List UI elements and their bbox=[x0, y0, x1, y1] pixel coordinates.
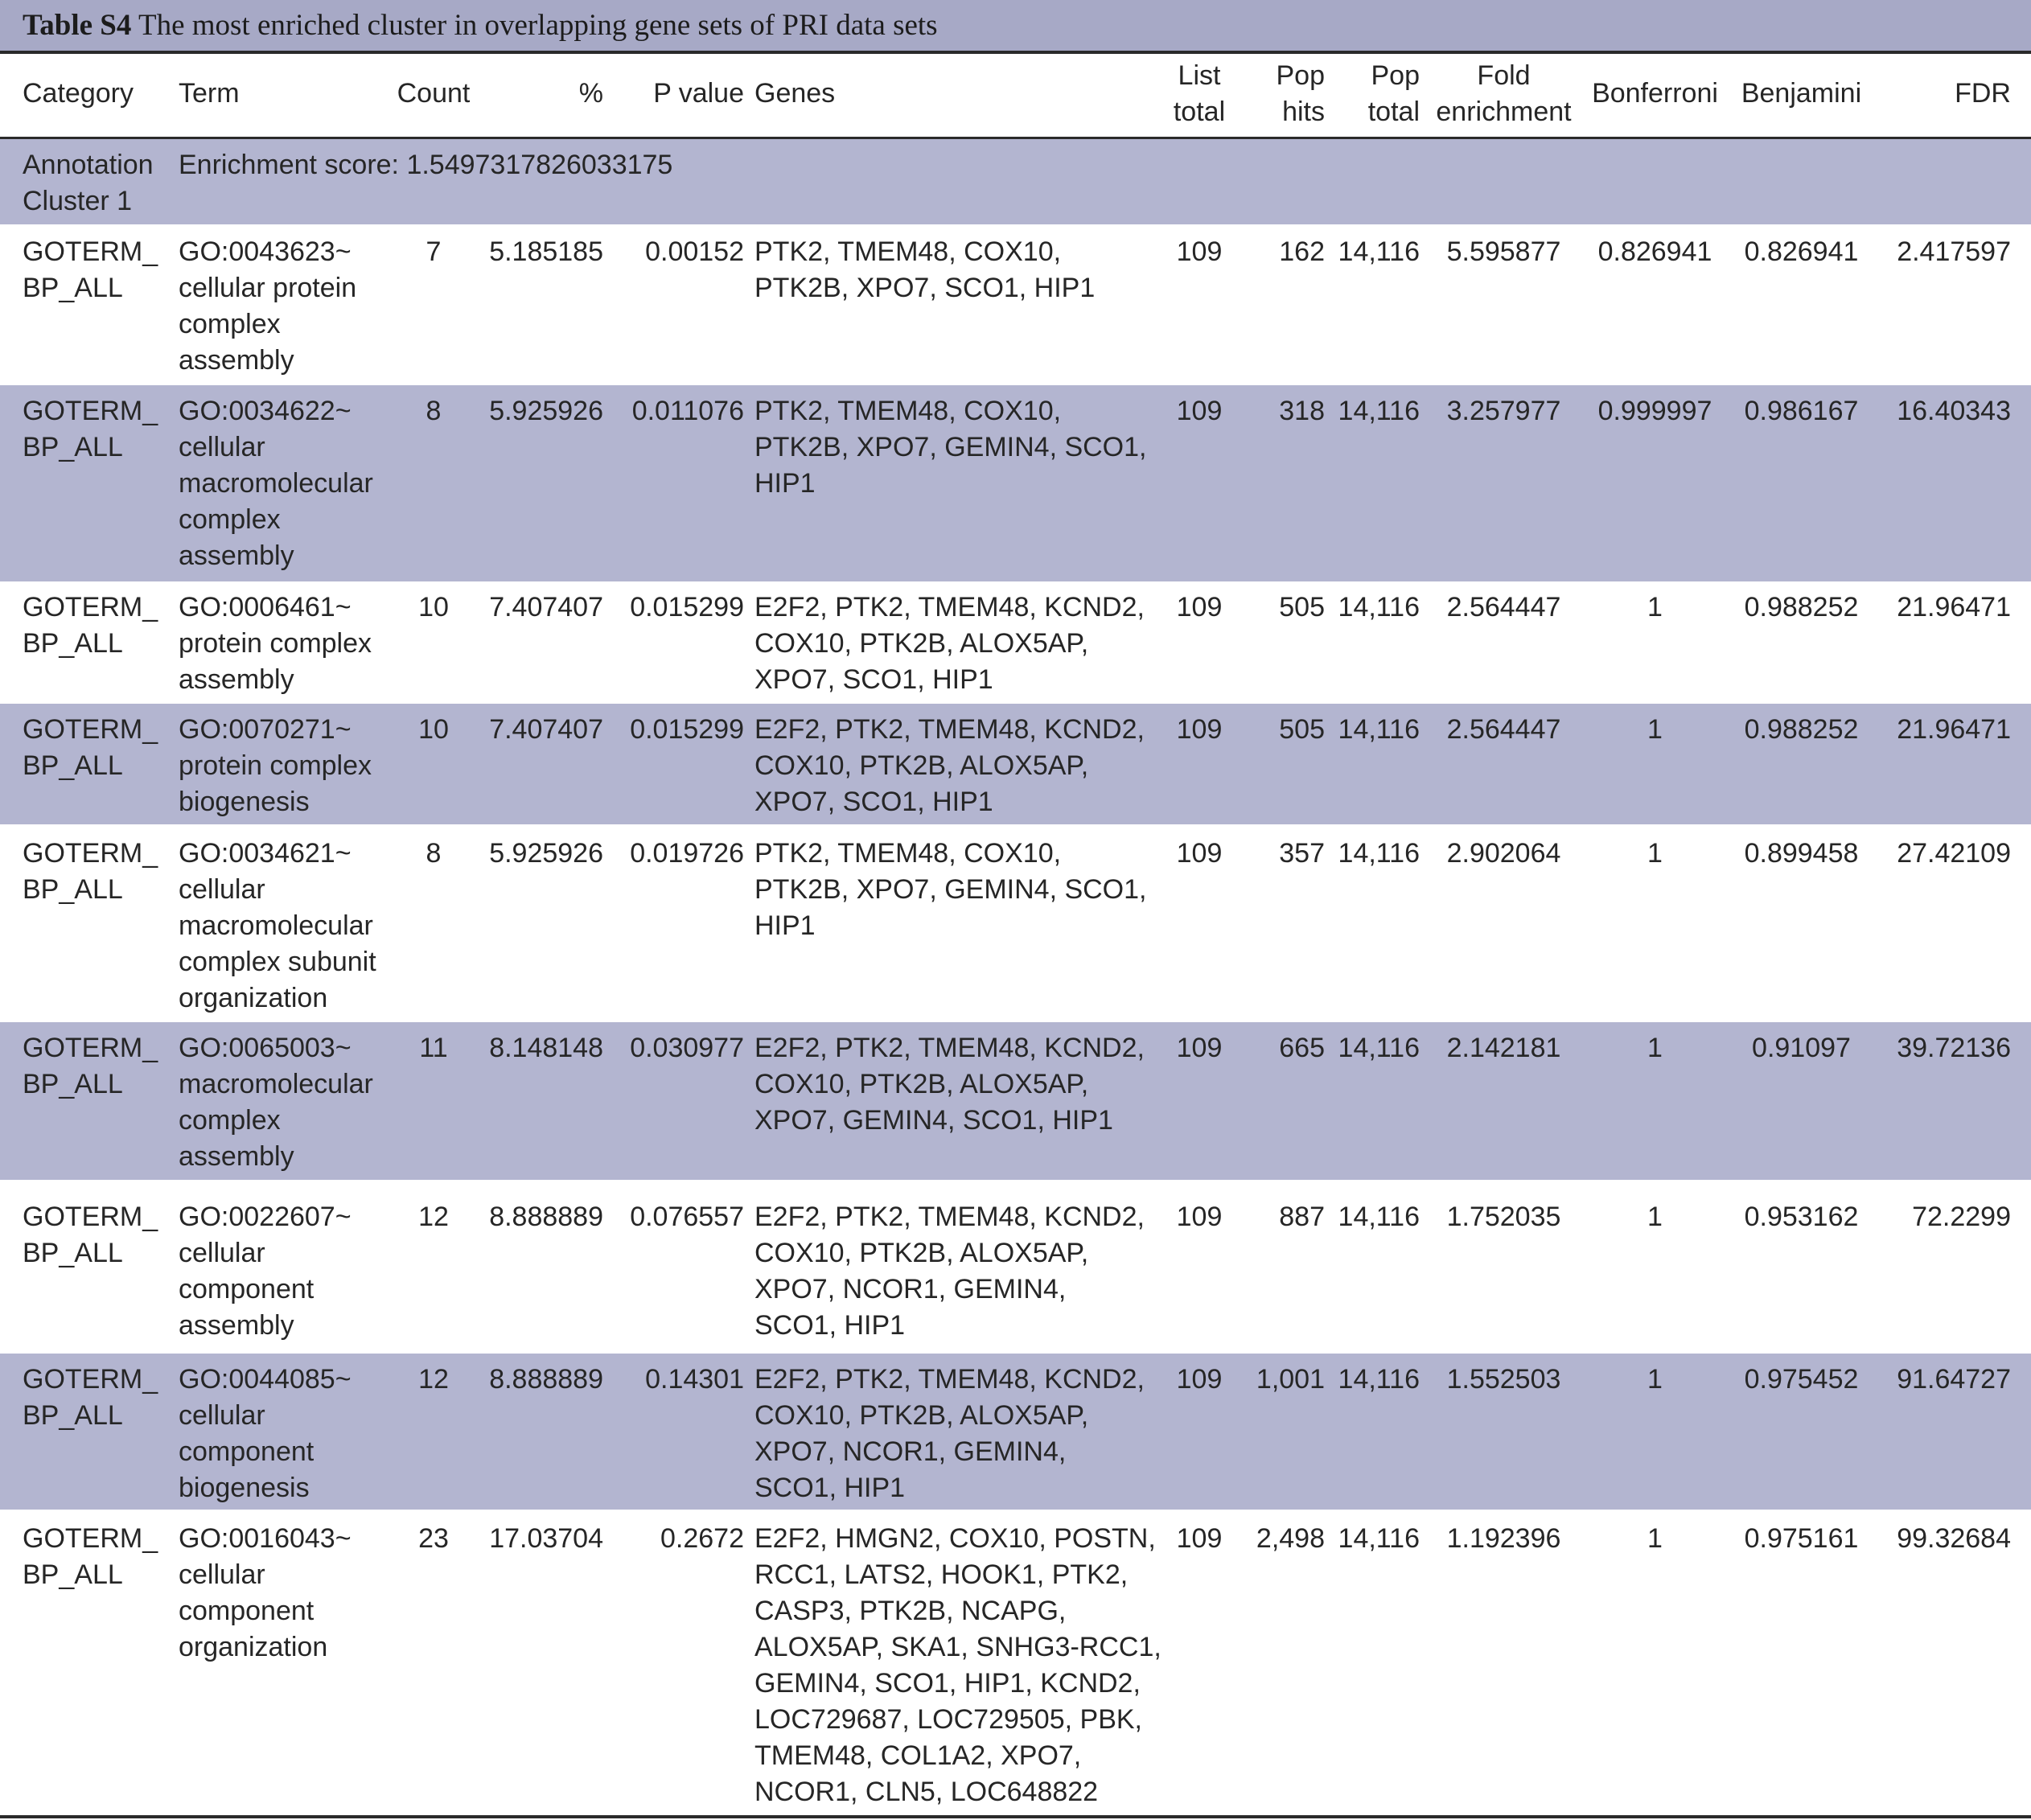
cell-list-total: 109 bbox=[1176, 838, 1223, 869]
header-count: Count bbox=[397, 78, 471, 109]
cell-term: GO:0022607~ cellular component assembly bbox=[179, 1202, 352, 1341]
cell-genes: E2F2, PTK2, TMEM48, KCND2, COX10, PTK2B, ALOX5AP, XPO7, GEMIN4, SCO1, HIP1 bbox=[754, 1033, 1145, 1136]
header-list-total: List total bbox=[1173, 60, 1226, 127]
cell-genes: E2F2, HMGN2, COX10, POSTN, RCC1, LATS2, HOOK1, PTK2, CASP3, PTK2B, NCAPG, ALOX5AP, SKA1, SNHG3-RCC1, GEMIN4, SCO1, HIP1, KCND2, LOC729687, LOC729505, PBK, TMEM48, COL1A2, XPO7, NCOR1, CLN5, LOC648822 bbox=[754, 1523, 1161, 1807]
cell-term: GO:0043623~ cellular protein complex assembly bbox=[179, 236, 357, 376]
cell-count: 12 bbox=[418, 1364, 449, 1395]
cell-percent: 8.888889 bbox=[489, 1202, 603, 1232]
header-benjamini: Benjamini bbox=[1741, 78, 1862, 109]
cell-fdr: 21.96471 bbox=[1897, 592, 2011, 622]
cell-bonferroni: 1 bbox=[1647, 838, 1663, 869]
cell-count: 23 bbox=[418, 1523, 449, 1554]
cell-count: 8 bbox=[426, 396, 442, 426]
header-bonferroni: Bonferroni bbox=[1592, 78, 1718, 109]
cell-fold-enrichment: 5.595877 bbox=[1446, 236, 1561, 267]
cell-bonferroni: 1 bbox=[1647, 714, 1663, 745]
cell-genes: E2F2, PTK2, TMEM48, KCND2, COX10, PTK2B, ALOX5AP, XPO7, NCOR1, GEMIN4, SCO1, HIP1 bbox=[754, 1202, 1145, 1341]
header-rule bbox=[0, 137, 2031, 139]
cell-fold-enrichment: 2.142181 bbox=[1446, 1033, 1561, 1063]
cell-list-total: 109 bbox=[1176, 1202, 1223, 1232]
cell-category: GOTERM_ BP_ALL bbox=[23, 1523, 158, 1590]
header-p-value: P value bbox=[653, 78, 744, 109]
cell-p-value: 0.14301 bbox=[645, 1364, 744, 1395]
cell-percent: 5.925926 bbox=[489, 838, 603, 869]
cell-pop-hits: 505 bbox=[1279, 592, 1325, 622]
cell-benjamini: 0.975161 bbox=[1744, 1523, 1859, 1554]
cell-term: GO:0034621~ cellular macromolecular complex subunit organization bbox=[179, 838, 376, 1013]
cell-fdr: 39.72136 bbox=[1897, 1033, 2011, 1063]
cell-pop-hits: 1,001 bbox=[1256, 1364, 1325, 1395]
cell-fold-enrichment: 3.257977 bbox=[1446, 396, 1561, 426]
cell-count: 12 bbox=[418, 1202, 449, 1232]
cell-benjamini: 0.899458 bbox=[1744, 838, 1859, 869]
header-percent: % bbox=[578, 78, 603, 109]
cell-p-value: 0.015299 bbox=[630, 714, 744, 745]
cell-category: GOTERM_ BP_ALL bbox=[23, 838, 158, 905]
cell-term: GO:0044085~ cellular component biogenesis bbox=[179, 1364, 352, 1503]
cell-bonferroni: 1 bbox=[1647, 1202, 1663, 1232]
cell-category: GOTERM_ BP_ALL bbox=[23, 1202, 158, 1268]
cell-term: GO:0065003~ macromolecular complex assembly bbox=[179, 1033, 373, 1172]
cell-category: GOTERM_ BP_ALL bbox=[23, 236, 158, 303]
header-pop-hits: Pop hits bbox=[1276, 60, 1325, 127]
cell-benjamini: 0.91097 bbox=[1752, 1033, 1851, 1063]
cell-term: GO:0070271~ protein complex biogenesis bbox=[179, 714, 372, 817]
caption-label: Table S4 bbox=[23, 9, 132, 42]
cell-count: 10 bbox=[418, 714, 449, 745]
cell-p-value: 0.030977 bbox=[630, 1033, 744, 1063]
cell-count: 8 bbox=[426, 838, 442, 869]
cell-count: 7 bbox=[426, 236, 442, 267]
cell-bonferroni: 1 bbox=[1647, 1364, 1663, 1395]
cell-genes: PTK2, TMEM48, COX10, PTK2B, XPO7, GEMIN4, SCO1, HIP1 bbox=[754, 838, 1147, 941]
cell-pop-hits: 357 bbox=[1279, 838, 1325, 869]
cell-fdr: 2.417597 bbox=[1897, 236, 2011, 267]
header-term: Term bbox=[179, 78, 240, 109]
cell-p-value: 0.00152 bbox=[645, 236, 744, 267]
cell-pop-hits: 887 bbox=[1279, 1202, 1325, 1232]
cell-fold-enrichment: 2.564447 bbox=[1446, 592, 1561, 622]
cell-benjamini: 0.826941 bbox=[1744, 236, 1859, 267]
cell-pop-total: 14,116 bbox=[1338, 1033, 1420, 1063]
cell-percent: 17.03704 bbox=[489, 1523, 603, 1554]
cell-percent: 7.407407 bbox=[489, 714, 603, 745]
cell-p-value: 0.015299 bbox=[630, 592, 744, 622]
cell-list-total: 109 bbox=[1176, 714, 1223, 745]
cell-fold-enrichment: 1.752035 bbox=[1446, 1202, 1561, 1232]
cell-fold-enrichment: 2.902064 bbox=[1446, 838, 1561, 869]
cell-fdr: 91.64727 bbox=[1897, 1364, 2011, 1395]
cell-pop-hits: 505 bbox=[1279, 714, 1325, 745]
cell-bonferroni: 1 bbox=[1647, 1033, 1663, 1063]
cell-percent: 5.925926 bbox=[489, 396, 603, 426]
cell-bonferroni: 0.826941 bbox=[1597, 236, 1712, 267]
cell-fdr: 21.96471 bbox=[1897, 714, 2011, 745]
cell-category: GOTERM_ BP_ALL bbox=[23, 1364, 158, 1431]
cell-term: GO:0016043~ cellular component organization bbox=[179, 1523, 352, 1662]
cell-benjamini: 0.986167 bbox=[1744, 396, 1859, 426]
cell-percent: 8.148148 bbox=[489, 1033, 603, 1063]
cell-list-total: 109 bbox=[1176, 592, 1223, 622]
cell-genes: E2F2, PTK2, TMEM48, KCND2, COX10, PTK2B, ALOX5AP, XPO7, NCOR1, GEMIN4, SCO1, HIP1 bbox=[754, 1364, 1145, 1503]
cell-pop-hits: 2,498 bbox=[1256, 1523, 1325, 1554]
cell-fold-enrichment: 1.192396 bbox=[1446, 1523, 1561, 1554]
cell-fold-enrichment: 1.552503 bbox=[1446, 1364, 1561, 1395]
cell-list-total: 109 bbox=[1176, 1523, 1223, 1554]
cell-p-value: 0.076557 bbox=[630, 1202, 744, 1232]
cell-benjamini: 0.953162 bbox=[1744, 1202, 1859, 1232]
caption-text: The most enriched cluster in overlapping gene sets of PRI data sets bbox=[138, 9, 938, 42]
cluster-label: Annotation Cluster 1 bbox=[23, 150, 154, 216]
cell-category: GOTERM_ BP_ALL bbox=[23, 714, 158, 781]
cell-count: 10 bbox=[418, 592, 449, 622]
header-genes: Genes bbox=[754, 78, 836, 109]
cell-genes: PTK2, TMEM48, COX10, PTK2B, XPO7, GEMIN4, SCO1, HIP1 bbox=[754, 396, 1147, 499]
cell-fdr: 72.2299 bbox=[1912, 1202, 2011, 1232]
cell-p-value: 0.011076 bbox=[631, 396, 744, 426]
cell-list-total: 109 bbox=[1176, 1364, 1223, 1395]
header-fdr: FDR bbox=[1955, 78, 2011, 109]
cell-bonferroni: 0.999997 bbox=[1597, 396, 1712, 426]
cell-benjamini: 0.988252 bbox=[1744, 714, 1859, 745]
cell-category: GOTERM_ BP_ALL bbox=[23, 592, 158, 659]
cell-benjamini: 0.975452 bbox=[1744, 1364, 1859, 1395]
cell-genes: PTK2, TMEM48, COX10, PTK2B, XPO7, SCO1, HIP1 bbox=[754, 236, 1096, 303]
cell-pop-total: 14,116 bbox=[1338, 1364, 1420, 1395]
cell-pop-total: 14,116 bbox=[1338, 714, 1420, 745]
cell-fdr: 16.40343 bbox=[1897, 396, 2011, 426]
caption-bar bbox=[0, 0, 2031, 51]
table-caption bbox=[23, 8, 938, 43]
cell-list-total: 109 bbox=[1176, 396, 1223, 426]
cell-p-value: 0.019726 bbox=[630, 838, 744, 869]
cell-fdr: 99.32684 bbox=[1897, 1523, 2011, 1554]
cell-term: GO:0006461~ protein complex assembly bbox=[179, 592, 372, 695]
cell-percent: 8.888889 bbox=[489, 1364, 603, 1395]
cell-pop-total: 14,116 bbox=[1338, 1523, 1420, 1554]
cell-category: GOTERM_ BP_ALL bbox=[23, 396, 158, 462]
cell-pop-total: 14,116 bbox=[1338, 396, 1420, 426]
enrichment-score: Enrichment score: 1.5497317826033175 bbox=[179, 150, 673, 180]
cell-p-value: 0.2672 bbox=[660, 1523, 744, 1554]
cell-pop-total: 14,116 bbox=[1338, 236, 1420, 267]
cell-pop-hits: 162 bbox=[1279, 236, 1325, 267]
cell-pop-total: 14,116 bbox=[1338, 592, 1420, 622]
cell-term: GO:0034622~ cellular macromolecular complex assembly bbox=[179, 396, 373, 571]
cell-list-total: 109 bbox=[1176, 1033, 1223, 1063]
cell-percent: 7.407407 bbox=[489, 592, 603, 622]
cell-fold-enrichment: 2.564447 bbox=[1446, 714, 1561, 745]
header-fold-enrichment: Fold enrichment bbox=[1436, 60, 1572, 127]
header-category: Category bbox=[23, 78, 134, 109]
cell-category: GOTERM_ BP_ALL bbox=[23, 1033, 158, 1099]
cell-genes: E2F2, PTK2, TMEM48, KCND2, COX10, PTK2B, ALOX5AP, XPO7, SCO1, HIP1 bbox=[754, 714, 1145, 817]
cell-pop-hits: 665 bbox=[1279, 1033, 1325, 1063]
header-pop-total: Pop total bbox=[1367, 60, 1420, 127]
cell-pop-total: 14,116 bbox=[1338, 838, 1420, 869]
cell-bonferroni: 1 bbox=[1647, 592, 1663, 622]
cell-percent: 5.185185 bbox=[489, 236, 603, 267]
top-rule bbox=[0, 51, 2031, 54]
bottom-rule bbox=[0, 1815, 2031, 1818]
cell-pop-hits: 318 bbox=[1279, 396, 1325, 426]
cell-genes: E2F2, PTK2, TMEM48, KCND2, COX10, PTK2B, ALOX5AP, XPO7, SCO1, HIP1 bbox=[754, 592, 1145, 695]
cell-bonferroni: 1 bbox=[1647, 1523, 1663, 1554]
cell-list-total: 109 bbox=[1176, 236, 1223, 267]
cell-count: 11 bbox=[419, 1033, 448, 1063]
cell-benjamini: 0.988252 bbox=[1744, 592, 1859, 622]
cell-fdr: 27.42109 bbox=[1897, 838, 2011, 869]
cell-pop-total: 14,116 bbox=[1338, 1202, 1420, 1232]
